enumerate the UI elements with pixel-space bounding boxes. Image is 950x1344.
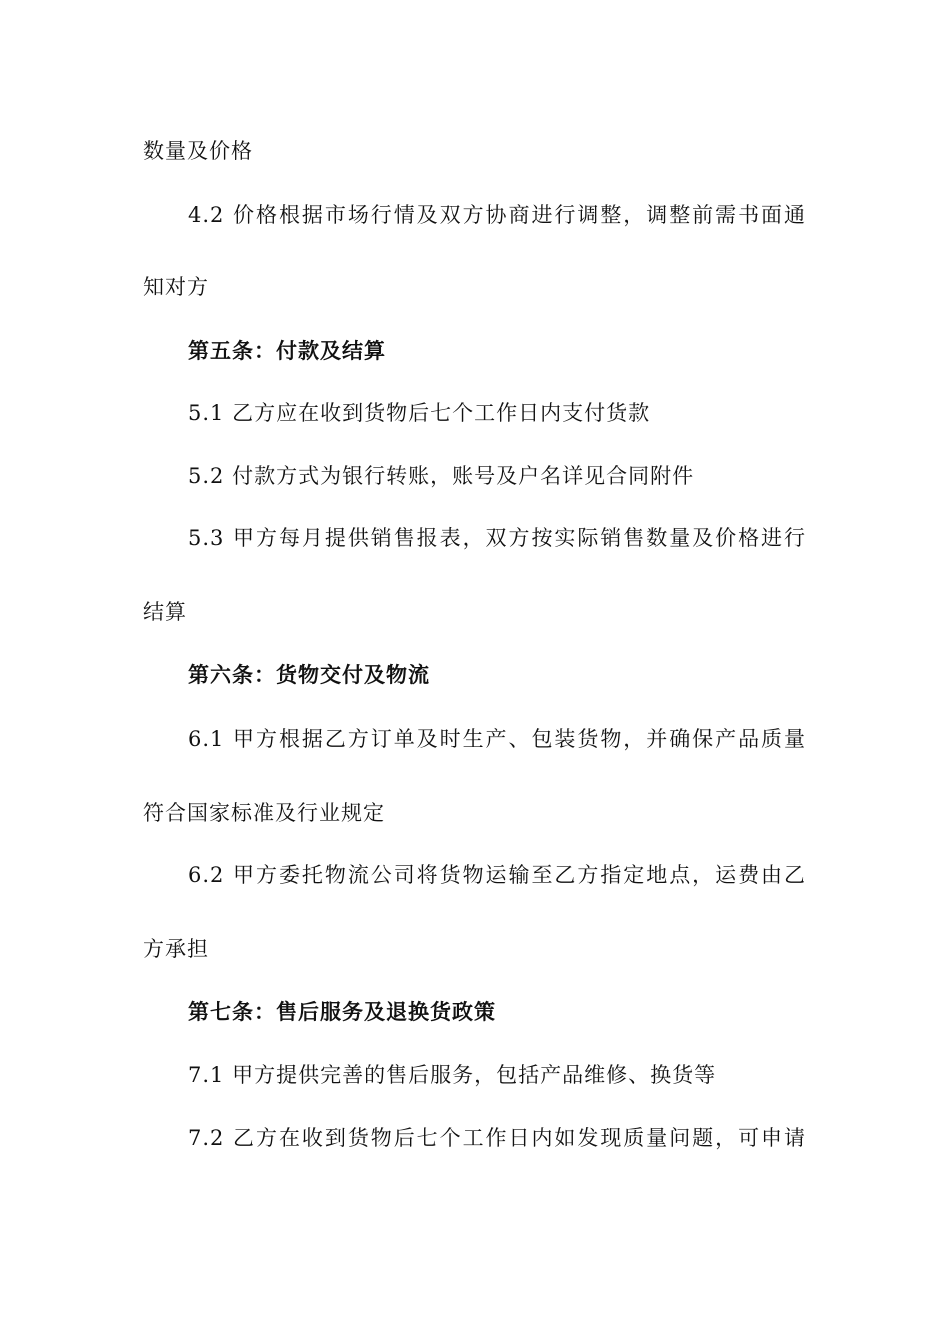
clause-5-2: 5.2 付款方式为银行转账，账号及户名详见合同附件 bbox=[188, 464, 695, 488]
clause-7-1: 7.1 甲方提供完善的售后服务，包括产品维修、换货等 bbox=[188, 1063, 717, 1087]
paragraph-continuation: 方承担 bbox=[143, 937, 209, 961]
paragraph-continuation: 知对方 bbox=[143, 275, 209, 299]
clause-7-2: 7.2 乙方在收到货物后七个工作日内如发现质量问题，可申请 bbox=[188, 1126, 806, 1150]
clause-5-3: 5.3 甲方每月提供销售报表，双方按实际销售数量及价格进行 bbox=[188, 526, 806, 550]
clause-4-2: 4.2 价格根据市场行情及双方协商进行调整，调整前需书面通 bbox=[188, 203, 806, 227]
article-7-heading: 第七条：售后服务及退换货政策 bbox=[188, 1000, 496, 1024]
paragraph-continuation: 结算 bbox=[143, 600, 187, 624]
article-6-heading: 第六条：货物交付及物流 bbox=[188, 663, 430, 687]
paragraph-continuation: 数量及价格 bbox=[143, 139, 253, 163]
paragraph-continuation: 符合国家标准及行业规定 bbox=[143, 801, 385, 825]
article-5-heading: 第五条：付款及结算 bbox=[188, 339, 386, 363]
clause-6-2: 6.2 甲方委托物流公司将货物运输至乙方指定地点，运费由乙 bbox=[188, 863, 806, 887]
clause-6-1: 6.1 甲方根据乙方订单及时生产、包装货物，并确保产品质量 bbox=[188, 727, 806, 751]
clause-5-1: 5.1 乙方应在收到货物后七个工作日内支付货款 bbox=[188, 401, 651, 425]
